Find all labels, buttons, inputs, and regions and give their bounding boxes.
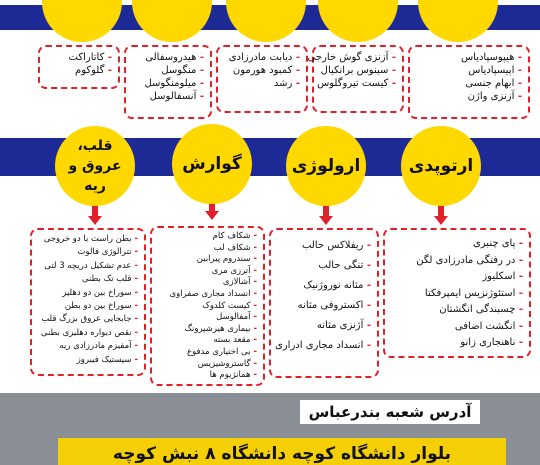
list-item: - بیماری هیرشپرونگ [184,323,257,334]
list-item: - کاتاراکت [68,52,112,63]
list-item: - آترزی مری [211,265,257,276]
list-item: - مقعد بسته [213,335,257,346]
list-item: - تنگی حالب [318,260,371,271]
category-circle-top-2 [318,0,398,42]
list-item: - آشالازی [222,277,257,288]
condition-card-urology [269,228,379,378]
list-item: - آمفالوسل [216,312,257,323]
list-item: - اپیسپادیاس [468,65,522,76]
list-item: - سیستیک فیبروز [76,354,138,365]
list-item: - کمبود هورمون [232,65,300,76]
condition-card-cardio [30,228,146,376]
list-item: - بی اختیاری مدفوع [187,346,257,357]
list-item: - کیست کلدوک [202,300,257,311]
list-item: - هیپوسپادیاس [460,52,522,63]
list-item: - شکاف کام [212,231,257,241]
list-item: - رشد [273,78,300,89]
list-item: - قلب تک بطنی [81,274,138,285]
list-item: - میلومنگوسل [144,78,204,89]
list-item: - انگشت اضافی [454,320,523,332]
category-circle-top-3 [226,0,306,42]
list-item: - عدم تشکیل دریچه 3 لتی [44,260,138,271]
condition-card-top-5 [38,45,120,89]
category-label: گوارش [182,154,242,174]
address-line: بلوار دانشگاه کوچه دانشگاه ۸ نبش کوچه [58,438,506,465]
category-circle-top-5 [42,0,122,42]
list-item: - نقص دیواره دهلیزی بطنی [40,327,138,338]
list-item: - انسداد مجاری صفراوی [169,288,257,299]
arrow-down-icon [319,204,333,225]
category-circle-top-1 [418,0,498,42]
list-item: - همانژیوم ها [209,370,257,381]
list-item: - بطن راست با دو خروجی [43,234,138,244]
list-item: - هیدروسفالی [145,52,204,63]
list-item: - چسبندگی انگشتان [439,304,523,315]
list-item: - اکستروفی مثانه [297,300,371,311]
list-item: - انسداد مجاری ادراری [275,340,371,351]
condition-card-top-1 [408,45,530,119]
list-item: - منگوسل [161,65,204,76]
list-item: - سوراخ بین دو بطن [64,301,138,312]
list-item: - جابجایی عروق بزرگ قلب [41,314,138,325]
category-circle-cardio [55,126,135,206]
list-item: - مثانه نوروژنیک [303,280,371,291]
category-label: ارولوژی [291,156,361,176]
list-item: - آزنزی واژن [467,91,522,102]
category-circle-orthopedics [401,126,481,206]
arrow-down-icon [88,204,102,225]
condition-card-top-3 [216,45,308,113]
category-circle-urology [286,126,366,206]
list-item: - اسکلیوز [482,271,523,282]
list-item: - کیست تیروگلوس [317,78,396,89]
list-item: - آژنزی مثانه [316,320,371,331]
address-title: آدرس شعبه بندرعباس [300,400,480,424]
list-item: - آمفیزم مادرزادی ریه [59,341,138,352]
list-item: - آنسفالوسل [149,91,204,102]
list-item: - پای چنبری [472,238,523,249]
category-circle-gastro [172,124,252,204]
condition-card-top-4 [124,45,212,119]
condition-card-top-2 [307,45,404,113]
category-label: ارتوپدی [408,156,474,176]
list-item: - ریفلاکس حالب [301,240,371,251]
arrow-down-icon [434,204,448,225]
list-item: - ابهام جنسی [465,78,522,89]
list-item: - گلوکوم [75,65,112,76]
condition-card-orthopedics [383,228,531,358]
condition-card-gastro [150,226,265,386]
list-item: - دیابت مادرزادی [228,52,300,63]
category-label: قلب، عروق و ریه [68,138,122,194]
list-item: - سوراخ بین دو دهلیز [62,287,138,298]
list-item: - در رفتگی مادرزادی لگن [416,254,523,266]
category-circle-top-4 [132,0,212,42]
list-item: - تترالوژی فالوت [77,247,138,258]
list-item: - استئوژنزیس ایمپرفکتا [424,287,523,299]
list-item: - شکاف لب [213,242,257,253]
list-item: - ناهنجاری زانو [460,337,523,348]
list-item: - سینوس برانکیال [320,65,396,76]
list-item: - گاستروشیزیس [197,358,257,369]
list-item: - آزنزی گوش خارجی [307,52,396,63]
list-item: - سندروم پیرابین [196,254,257,265]
